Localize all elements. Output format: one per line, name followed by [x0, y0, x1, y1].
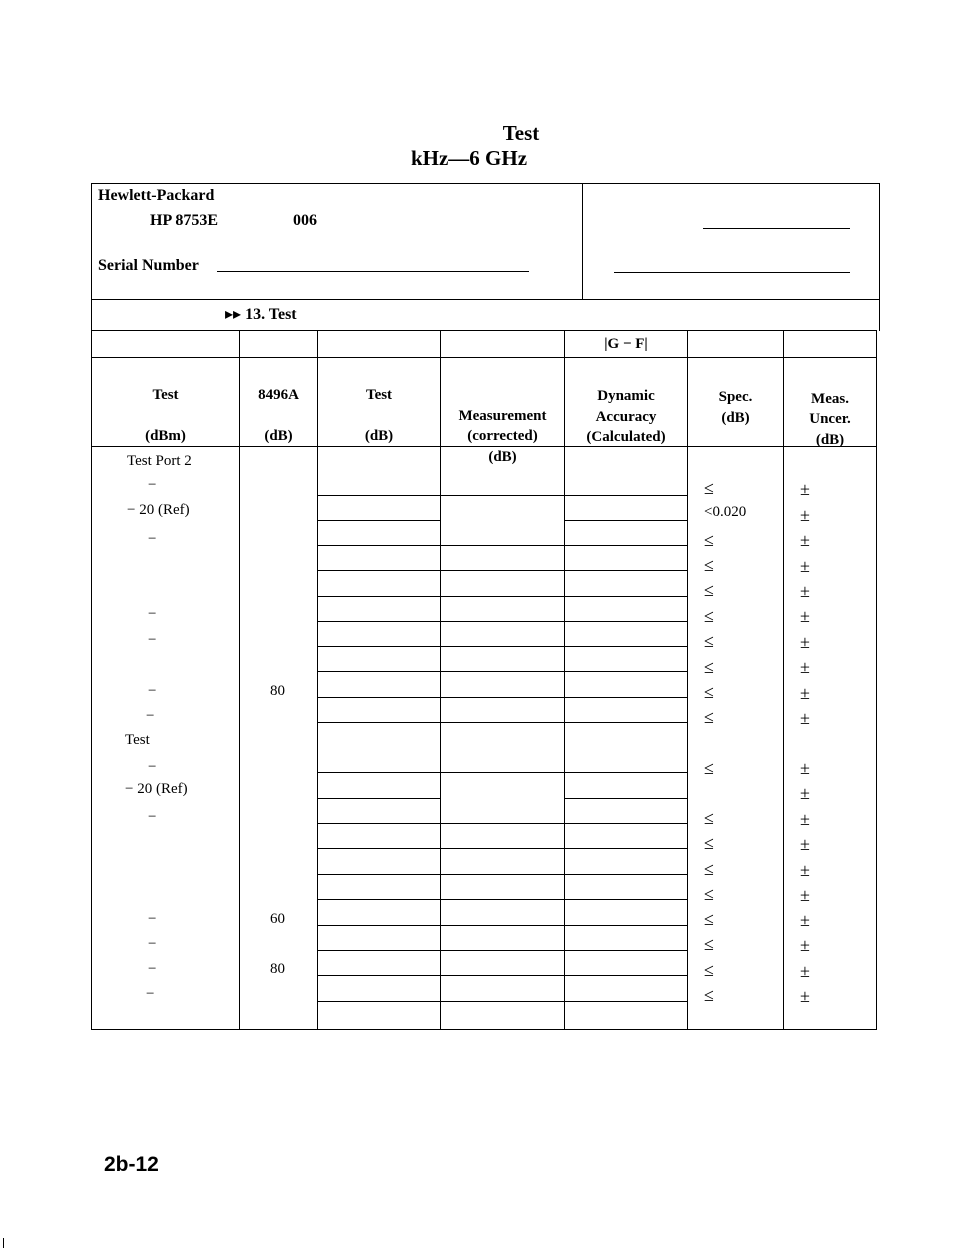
col-top-6: [688, 331, 784, 358]
plus-minus-icon: ±: [800, 657, 810, 677]
header-right-field-2[interactable]: [614, 272, 850, 273]
le-icon: ≤: [704, 530, 714, 550]
entry-field[interactable]: [318, 646, 440, 647]
plus-minus-icon: ±: [800, 758, 810, 778]
le-icon: ≤: [704, 657, 714, 677]
power-minus: −: [148, 809, 157, 825]
col-meas-uncertainty: [784, 447, 877, 1030]
table-row: [92, 331, 877, 358]
page-title-line1: Test: [502, 121, 540, 145]
entry-field[interactable]: [318, 671, 440, 672]
model-label: HP 8753E: [150, 212, 219, 229]
entry-field[interactable]: [318, 975, 440, 976]
plus-minus-icon: ±: [800, 961, 810, 981]
entry-field[interactable]: [318, 545, 440, 546]
entry-field[interactable]: [441, 697, 564, 698]
serial-number-label: Serial Number: [98, 257, 199, 274]
entry-field[interactable]: [441, 848, 564, 849]
attenuator-80: 80: [270, 683, 285, 699]
entry-field[interactable]: [441, 950, 564, 951]
entry-field[interactable]: [565, 596, 687, 597]
le-icon: ≤: [704, 808, 714, 828]
entry-field[interactable]: [441, 596, 564, 597]
entry-field[interactable]: [565, 975, 687, 976]
page-title-line2: kHz—6 GHz: [410, 146, 528, 170]
entry-field[interactable]: [318, 798, 440, 799]
plus-minus-icon: ±: [800, 885, 810, 905]
head-test-value: Test (dB): [318, 358, 441, 447]
entry-field[interactable]: [318, 570, 440, 571]
entry-field[interactable]: [565, 772, 687, 773]
col-top-1: [92, 331, 240, 358]
plus-minus-icon: ±: [800, 935, 810, 955]
le-icon: ≤: [704, 960, 714, 980]
attenuator-80: 80: [270, 961, 285, 977]
power-minus: −: [146, 986, 155, 1002]
header-right-field-1[interactable]: [703, 228, 850, 229]
col-test-power: [92, 447, 240, 1030]
le-icon: ≤: [704, 580, 714, 600]
entry-field[interactable]: [565, 646, 687, 647]
col-measurement[interactable]: [441, 447, 565, 1030]
entry-field[interactable]: [565, 925, 687, 926]
scan-edge-mark: [3, 1238, 4, 1248]
entry-field[interactable]: [318, 874, 440, 875]
entry-field[interactable]: [441, 671, 564, 672]
le-icon: ≤: [704, 909, 714, 929]
entry-field[interactable]: [565, 823, 687, 824]
entry-field[interactable]: [565, 671, 687, 672]
entry-field[interactable]: [318, 823, 440, 824]
table-row: [92, 358, 877, 447]
power-minus: −: [148, 477, 157, 493]
plus-minus-icon: ±: [800, 986, 810, 1006]
port2-ref-power: − 20 (Ref): [127, 502, 190, 518]
head-spec: Spec. (dB): [688, 358, 784, 447]
le-icon: ≤: [704, 682, 714, 702]
le-icon: ≤: [704, 859, 714, 879]
entry-field[interactable]: [565, 874, 687, 875]
entry-field[interactable]: [318, 596, 440, 597]
entry-field[interactable]: [441, 975, 564, 976]
serial-number-field[interactable]: [217, 271, 529, 272]
power-minus: −: [148, 936, 157, 952]
spec-ref-value: <0.020: [704, 504, 747, 520]
table-row: [92, 447, 877, 1030]
entry-field[interactable]: [441, 823, 564, 824]
le-icon: ≤: [704, 758, 714, 778]
page-number: 2b-12: [104, 1153, 159, 1176]
le-icon: ≤: [704, 555, 714, 575]
entry-field[interactable]: [441, 545, 564, 546]
entry-field[interactable]: [565, 621, 687, 622]
col-top-5: |G − F|: [565, 331, 688, 358]
le-icon: ≤: [704, 631, 714, 651]
le-icon: ≤: [704, 833, 714, 853]
manufacturer-label: Hewlett-Packard: [98, 187, 215, 204]
entry-field[interactable]: [441, 722, 564, 723]
plus-minus-icon: ±: [800, 910, 810, 930]
entry-field[interactable]: [441, 1001, 564, 1002]
col-attenuator: [240, 447, 318, 1030]
plus-minus-icon: ±: [800, 479, 810, 499]
entry-field[interactable]: [441, 570, 564, 571]
entry-field[interactable]: [318, 899, 440, 900]
entry-field[interactable]: [441, 925, 564, 926]
entry-field[interactable]: [441, 646, 564, 647]
power-minus: −: [148, 961, 157, 977]
col-spec: [688, 447, 784, 1030]
plus-minus-icon: ±: [800, 783, 810, 803]
col-top-7: [784, 331, 877, 358]
col-top-3: [318, 331, 441, 358]
plus-minus-icon: ±: [800, 809, 810, 829]
power-minus: −: [148, 683, 157, 699]
port1-ref-power: − 20 (Ref): [125, 781, 188, 797]
header-divider: [582, 183, 583, 299]
plus-minus-icon: ±: [800, 834, 810, 854]
entry-field[interactable]: [318, 697, 440, 698]
power-minus: −: [148, 759, 157, 775]
entry-field[interactable]: [318, 1001, 440, 1002]
entry-field[interactable]: [318, 722, 440, 723]
le-icon: ≤: [704, 884, 714, 904]
entry-field[interactable]: [318, 848, 440, 849]
step-label: ▸▸ 13. Test: [225, 306, 297, 323]
entry-field[interactable]: [318, 621, 440, 622]
entry-field[interactable]: [318, 950, 440, 951]
entry-field[interactable]: [565, 798, 687, 799]
le-icon: ≤: [704, 606, 714, 626]
col-test-value[interactable]: [318, 447, 441, 1030]
head-test-power: Test (dBm): [92, 358, 240, 447]
plus-minus-icon: ±: [800, 632, 810, 652]
power-minus: −: [148, 531, 157, 547]
entry-field[interactable]: [565, 950, 687, 951]
entry-field[interactable]: [441, 772, 564, 773]
head-attenuator: 8496A (dB): [240, 358, 318, 447]
entry-field[interactable]: [318, 925, 440, 926]
option-label: 006: [293, 212, 317, 229]
port1-label: Test: [125, 732, 150, 748]
col-top-4: [441, 331, 565, 358]
col-dynamic-accuracy[interactable]: [565, 447, 688, 1030]
port2-label: Test Port 2: [127, 453, 192, 469]
power-minus: −: [146, 708, 155, 724]
le-icon: ≤: [704, 478, 714, 498]
power-minus: −: [148, 632, 157, 648]
le-icon: ≤: [704, 934, 714, 954]
plus-minus-icon: ±: [800, 505, 810, 525]
entry-field[interactable]: [565, 697, 687, 698]
entry-field[interactable]: [318, 520, 440, 521]
plus-minus-icon: ±: [800, 606, 810, 626]
entry-field[interactable]: [441, 621, 564, 622]
plus-minus-icon: ±: [800, 530, 810, 550]
entry-field[interactable]: [441, 899, 564, 900]
le-icon: ≤: [704, 707, 714, 727]
entry-field[interactable]: [565, 495, 687, 496]
head-dynamic-accuracy: Dynamic Accuracy (Calculated): [565, 358, 688, 447]
step-bar: [91, 299, 880, 331]
head-meas-uncertainty: Meas. Uncer. (dB): [784, 358, 877, 447]
entry-field[interactable]: [441, 495, 564, 496]
power-minus: −: [148, 911, 157, 927]
entry-field[interactable]: [565, 848, 687, 849]
entry-field[interactable]: [565, 520, 687, 521]
entry-field[interactable]: [318, 495, 440, 496]
plus-minus-icon: ±: [800, 556, 810, 576]
head-measurement: Measurement (corrected) (dB): [441, 358, 565, 447]
plus-minus-icon: ±: [800, 860, 810, 880]
entry-field[interactable]: [565, 1001, 687, 1002]
entry-field[interactable]: [441, 874, 564, 875]
plus-minus-icon: ±: [800, 708, 810, 728]
entry-field[interactable]: [565, 722, 687, 723]
measurement-table: [91, 330, 877, 1030]
plus-minus-icon: ±: [800, 683, 810, 703]
entry-field[interactable]: [565, 899, 687, 900]
entry-field[interactable]: [565, 545, 687, 546]
entry-field[interactable]: [565, 570, 687, 571]
entry-field[interactable]: [318, 772, 440, 773]
col-top-2: [240, 331, 318, 358]
le-icon: ≤: [704, 985, 714, 1005]
power-minus: −: [148, 606, 157, 622]
attenuator-60: 60: [270, 911, 285, 927]
plus-minus-icon: ±: [800, 581, 810, 601]
